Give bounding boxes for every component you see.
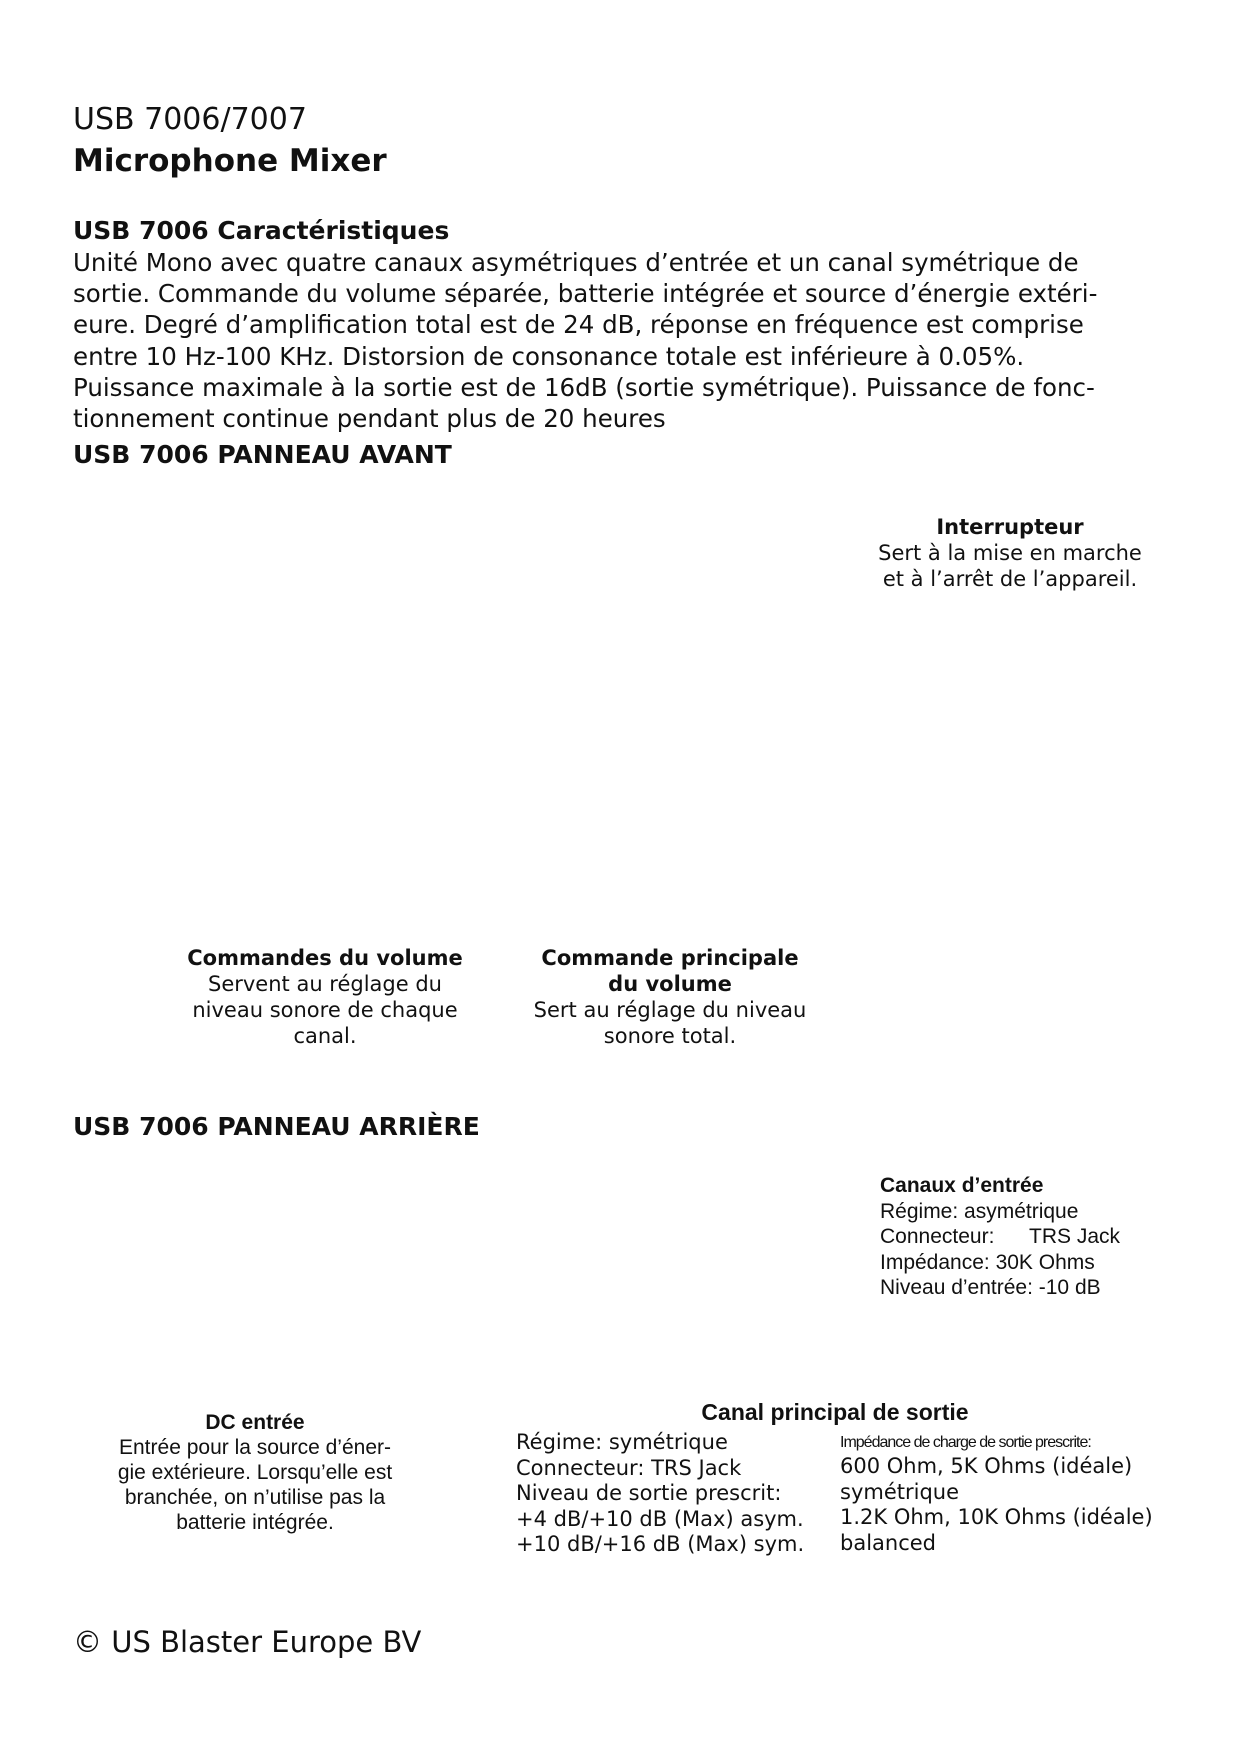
features-line: entre 10 Hz-100 KHz. Distorsion de consonance totale est inférieure à 0.05%. <box>73 341 1025 371</box>
impedance-line: balanced <box>840 1530 937 1555</box>
inputs-line: Niveau d’entrée: -10 dB <box>880 1276 1101 1299</box>
impedance-line: 600 Ohm, 5K Ohms (idéale) <box>840 1454 1133 1478</box>
volume-controls-line: Servent au réglage du <box>208 972 442 996</box>
impedance-heading: Impédance de charge de sortie prescrite: <box>840 1434 1091 1451</box>
volume-controls-line: canal. <box>293 1024 357 1048</box>
impedance-line: symétrique <box>840 1479 960 1504</box>
master-volume-title: du volume <box>608 972 732 996</box>
features-line: sortie. Commande du volume séparée, batterie intégrée et source d’énergie extéri- <box>73 279 1098 309</box>
main-output-left <box>516 1430 836 1558</box>
dc-input-title: DC entrée <box>205 1411 305 1434</box>
switch-line: et à l’arrêt de l’appareil. <box>882 567 1138 591</box>
copyright: © US Blaster Europe BV <box>73 1625 422 1659</box>
features-line: eure. Degré d’amplification total est de 24 dB, réponse en fréquence est comprise <box>73 310 1084 340</box>
dc-input-line: gie extérieure. Lorsqu’elle est <box>117 1461 393 1484</box>
front-panel-heading: USB 7006 PANNEAU AVANT <box>73 440 452 469</box>
inputs-line: Connecteur: TRS Jack <box>880 1225 1121 1248</box>
volume-controls-line: niveau sonore de chaque <box>192 998 458 1022</box>
model-heading: USB 7006/7007 <box>73 102 307 137</box>
master-volume-line: sonore total. <box>603 1024 737 1048</box>
main-output-line: Niveau de sortie prescrit: <box>516 1481 782 1505</box>
dc-input-callout <box>90 1410 420 1535</box>
features-line: Puissance maximale à la sortie est de 16dB (sortie symétrique). Puissance de fonc- <box>73 372 1095 402</box>
features-paragraph <box>73 247 1163 434</box>
features-line: Unité Mono avec quatre canaux asymétriques d’entrée et un canal symétrique de <box>73 248 1079 277</box>
switch-callout <box>845 514 1175 592</box>
features-line: tionnement continue pendant plus de 20 heures <box>73 404 666 434</box>
main-output-right <box>840 1432 1180 1556</box>
switch-line: Sert à la mise en marche <box>878 541 1142 565</box>
product-title: Microphone Mixer <box>73 143 387 179</box>
main-output-line: +10 dB/+16 dB (Max) sym. <box>516 1532 805 1556</box>
main-output-line: +4 dB/+10 dB (Max) asym. <box>516 1506 804 1531</box>
rear-panel-heading: USB 7006 PANNEAU ARRIÈRE <box>73 1112 480 1141</box>
dc-input-line: branchée, on n’utilise pas la <box>124 1486 386 1509</box>
switch-title: Interrupteur <box>936 515 1084 539</box>
master-volume-title: Commande principale <box>541 946 799 970</box>
inputs-callout <box>880 1173 1210 1301</box>
dc-input-line: batterie intégrée. <box>176 1511 334 1534</box>
volume-controls-title: Commandes du volume <box>187 946 463 970</box>
main-output-line: Connecteur: TRS Jack <box>516 1455 742 1480</box>
main-output-title: Canal principal de sortie <box>701 1399 969 1425</box>
master-volume-callout <box>505 945 835 1049</box>
inputs-title: Canaux d’entrée <box>880 1174 1044 1197</box>
dc-input-line: Entrée pour la source d’éner- <box>119 1436 391 1459</box>
inputs-line: Impédance: 30K Ohms <box>880 1250 1095 1274</box>
impedance-line: 1.2K Ohm, 10K Ohms (idéale) <box>840 1505 1153 1529</box>
master-volume-line: Sert au réglage du niveau <box>533 998 807 1022</box>
inputs-line: Régime: asymétrique <box>880 1199 1079 1223</box>
features-heading: USB 7006 Caractéristiques <box>73 216 450 245</box>
main-output-line: Régime: symétrique <box>516 1430 728 1454</box>
volume-controls-callout <box>160 945 490 1049</box>
